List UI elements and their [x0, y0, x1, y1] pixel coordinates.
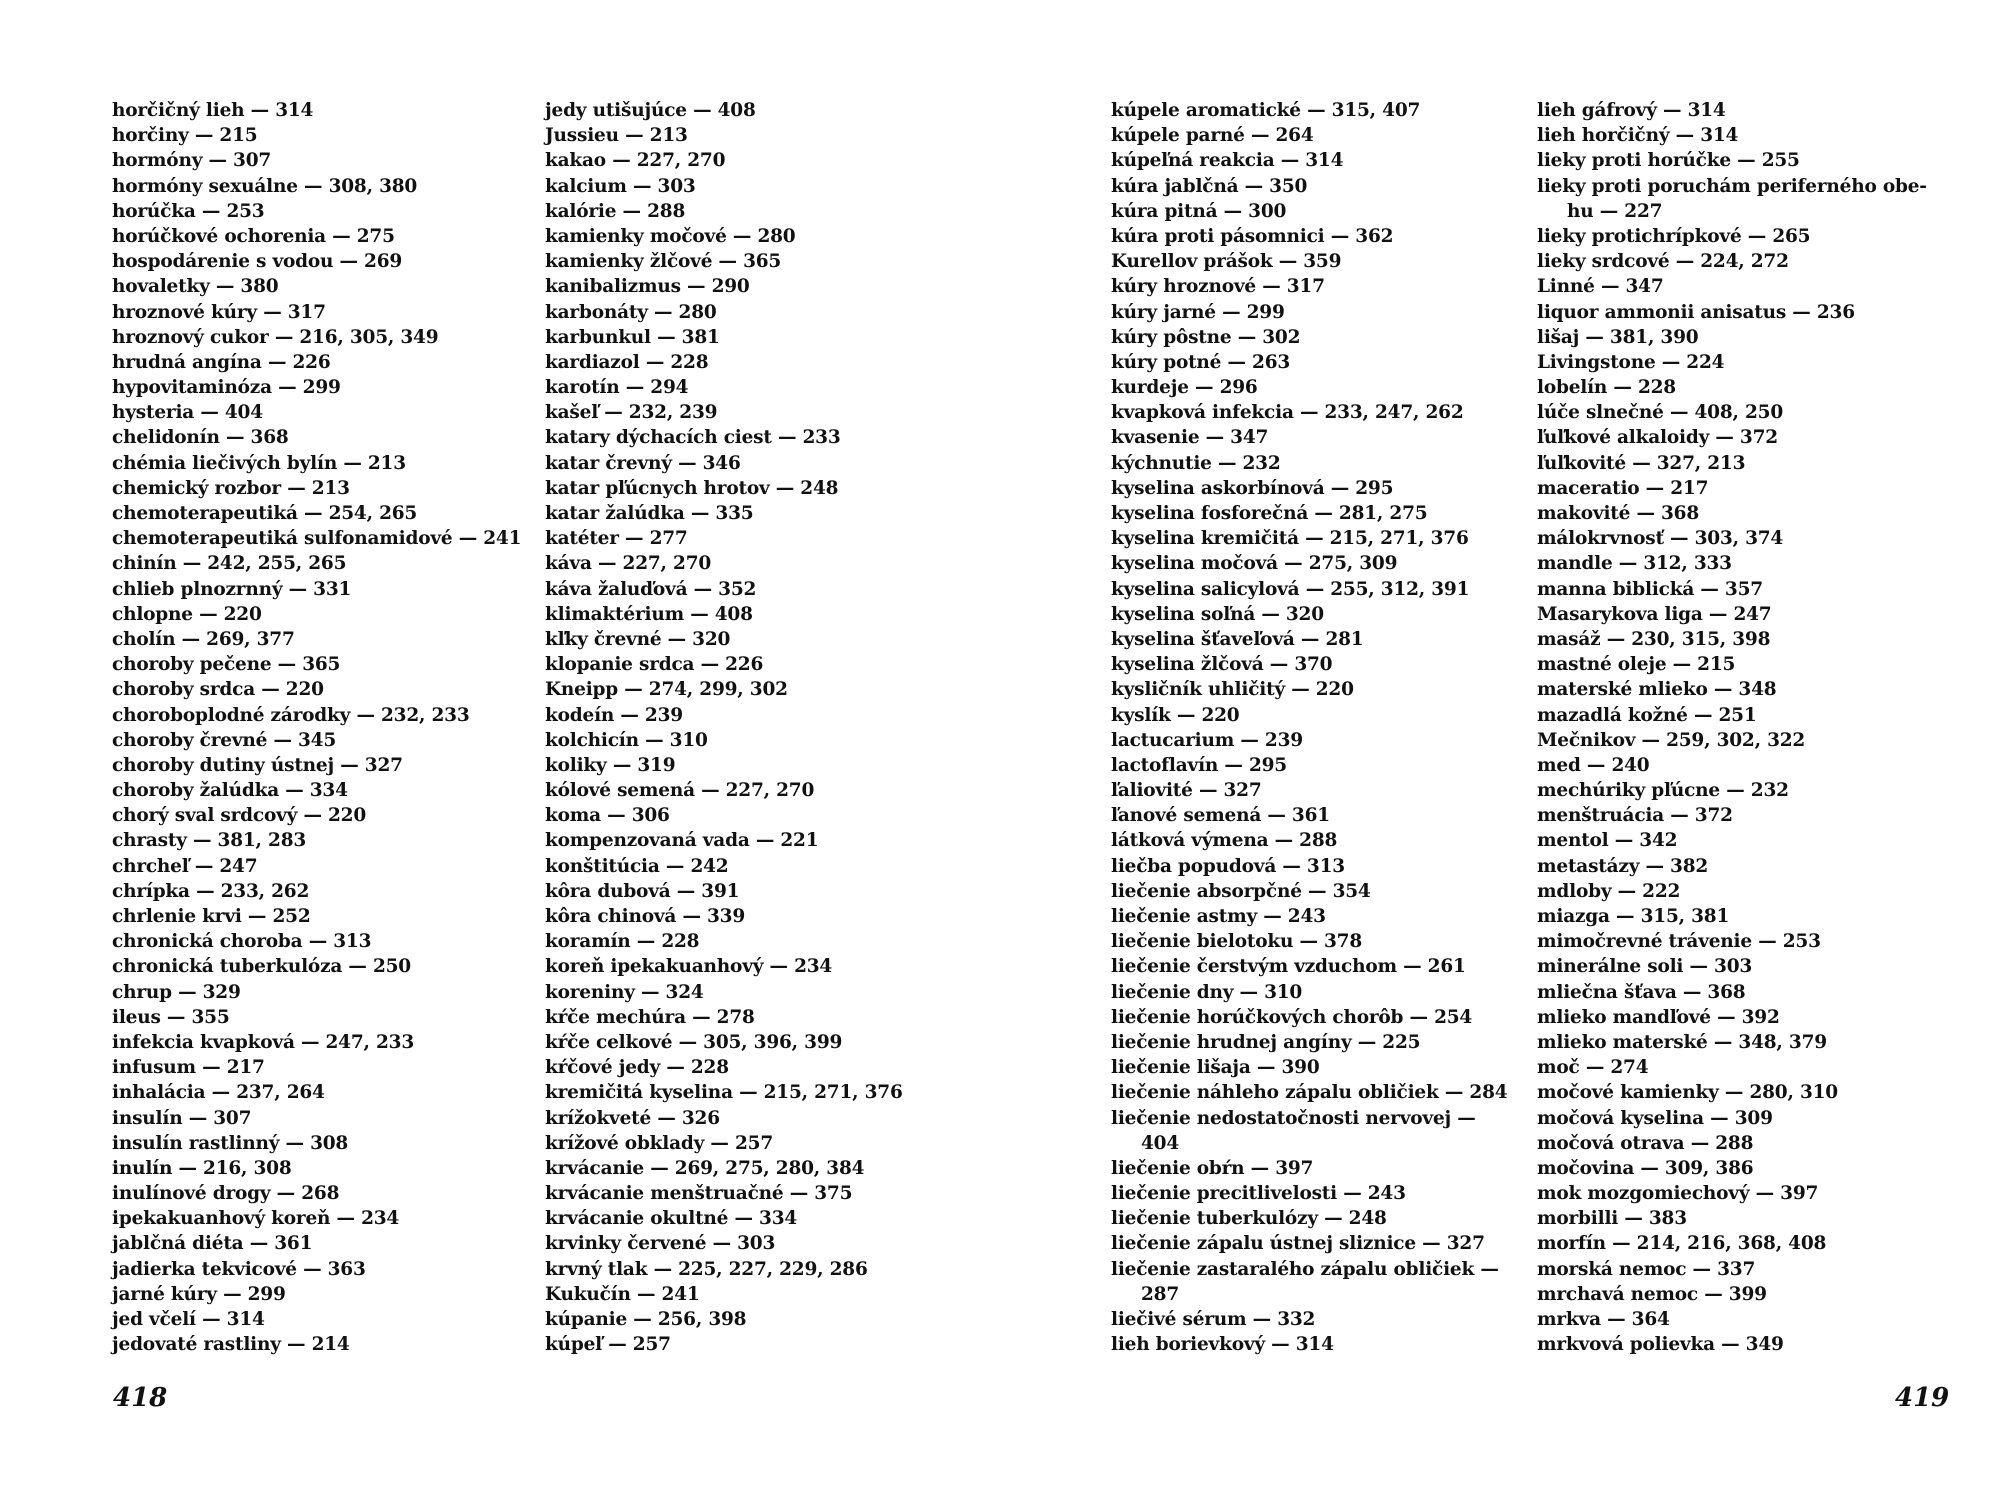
- index-entry: manna biblická — 357: [1537, 578, 1763, 600]
- index-entry: kúry pôstne — 302: [1111, 326, 1301, 348]
- index-entry: chinín — 242, 255, 265: [112, 553, 347, 575]
- index-entry: liečba popudová — 313: [1111, 855, 1345, 877]
- index-entry: kúry hroznové — 317: [1111, 276, 1325, 298]
- index-entry: kamienky žlčové — 365: [545, 251, 782, 273]
- index-entry: mrchavá nemoc — 399: [1537, 1283, 1767, 1305]
- index-entry: hysteria — 404: [112, 402, 263, 424]
- index-entry: jedy utišujúce — 408: [545, 100, 756, 121]
- index-entry: liečenie lišaja — 390: [1111, 1057, 1320, 1079]
- index-entry: kvapková infekcia — 233, 247, 262: [1111, 402, 1464, 424]
- index-entry: chlopne — 220: [112, 603, 262, 625]
- index-entry: kolchicín — 310: [545, 729, 708, 751]
- index-entry: Mečnikov — 259, 302, 322: [1537, 729, 1806, 751]
- index-entry: 404: [1141, 1132, 1180, 1154]
- index-entry: makovité — 368: [1537, 503, 1700, 524]
- index-entry: infekcia kvapková — 247, 233: [112, 1031, 415, 1053]
- index-entry: ipekakuanhový koreň — 234: [112, 1208, 400, 1230]
- index-entry: kyselina soľná — 320: [1111, 603, 1324, 625]
- index-entry: hospodárenie s vodou — 269: [112, 251, 403, 273]
- index-entry: krvácanie menštruačné — 375: [545, 1183, 853, 1205]
- index-entry: mdloby — 222: [1537, 880, 1681, 902]
- index-entry: kŕčové jedy — 228: [545, 1057, 729, 1079]
- index-entry: lobelín — 228: [1537, 377, 1676, 399]
- index-entry: lieh horčičný — 314: [1537, 125, 1739, 147]
- index-entry: ľuľkové alkaloidy — 372: [1537, 427, 1778, 449]
- index-entry: mliečna šťava — 368: [1537, 981, 1746, 1003]
- index-entry: krížokveté — 326: [545, 1107, 720, 1129]
- index-entry: liquor ammonii anisatus — 236: [1537, 301, 1855, 323]
- index-entry: kŕče celkové — 305, 396, 399: [545, 1031, 843, 1053]
- index-entry: močová kyselina — 309: [1537, 1107, 1773, 1129]
- index-entry: choroby dutiny ústnej — 327: [112, 754, 403, 776]
- index-entry: Livingstone — 224: [1537, 351, 1725, 373]
- index-entry: moč — 274: [1537, 1057, 1649, 1079]
- index-column-4: [1537, 98, 1977, 1357]
- index-entry: krvný tlak — 225, 227, 229, 286: [545, 1258, 868, 1280]
- index-entry: lišaj — 381, 390: [1537, 326, 1699, 348]
- index-entry: miazga — 315, 381: [1537, 906, 1730, 927]
- index-entry: lieh gáfrový — 314: [1537, 100, 1726, 121]
- index-entry: mimočrevné trávenie — 253: [1537, 931, 1821, 953]
- index-entry: hrudná angína — 226: [112, 351, 331, 373]
- index-entry: jadierka tekvicové — 363: [112, 1258, 366, 1280]
- index-entry: horčičný lieh — 314: [112, 100, 314, 121]
- index-entry: kašeľ — 232, 239: [545, 402, 718, 424]
- index-entry: kalcium — 303: [545, 175, 696, 197]
- index-entry: liečenie nedostatočnosti nervovej —: [1111, 1107, 1476, 1129]
- index-entry: klopanie srdca — 226: [545, 654, 764, 676]
- index-entry: med — 240: [1537, 754, 1650, 776]
- index-entry: morská nemoc — 337: [1537, 1258, 1756, 1280]
- index-entry: kyselina askorbínová — 295: [1111, 477, 1394, 499]
- index-entry: Kukučín — 241: [545, 1283, 700, 1305]
- page-number-left: 418: [113, 1383, 168, 1413]
- index-entry: mok mozgomiechový — 397: [1537, 1183, 1819, 1205]
- index-entry: chrup — 329: [112, 981, 241, 1003]
- index-entry: chrcheľ — 247: [112, 855, 258, 877]
- index-entry: málokrvnosť — 303, 374: [1537, 528, 1784, 550]
- index-entry: kôra dubová — 391: [545, 880, 740, 902]
- index-entry: kôra chinová — 339: [545, 906, 745, 927]
- index-entry: liečenie hrudnej angíny — 225: [1111, 1031, 1421, 1053]
- index-entry: hroznový cukor — 216, 305, 349: [112, 326, 439, 348]
- index-entry: lúče slnečné — 408, 250: [1537, 402, 1783, 424]
- index-entry: lactucarium — 239: [1111, 729, 1303, 751]
- index-entry: koliky — 319: [545, 754, 676, 776]
- index-entry: kúra proti pásomnici — 362: [1111, 225, 1394, 247]
- index-entry: inulínové drogy — 268: [112, 1183, 340, 1205]
- index-entry: horčiny — 215: [112, 125, 258, 147]
- index-entry: horúčkové ochorenia — 275: [112, 225, 395, 247]
- index-entry: lieky protichrípkové — 265: [1537, 225, 1811, 247]
- index-entry: hormóny sexuálne — 308, 380: [112, 175, 418, 197]
- index-entry: ľuľkovité — 327, 213: [1537, 452, 1746, 474]
- index-entry: kyslík — 220: [1111, 704, 1240, 726]
- index-entry: liečenie horúčkových chorôb — 254: [1111, 1006, 1473, 1028]
- index-entry: infusum — 217: [112, 1057, 265, 1079]
- index-entry: katary dýchacích ciest — 233: [545, 427, 841, 449]
- index-entry: látková výmena — 288: [1111, 830, 1338, 852]
- index-entry: kúpeľ — 257: [545, 1334, 671, 1356]
- index-entry: menštruácia — 372: [1537, 805, 1733, 827]
- index-entry: metastázy — 382: [1537, 855, 1709, 877]
- index-entry: insulín rastlinný — 308: [112, 1132, 349, 1154]
- index-entry: kúpanie — 256, 398: [545, 1309, 747, 1330]
- index-entry: chronická tuberkulóza — 250: [112, 956, 411, 978]
- index-entry: kúpeľná reakcia — 314: [1111, 150, 1344, 172]
- index-entry: káva — 227, 270: [545, 553, 712, 575]
- index-entry: liečenie zastaralého zápalu obličiek —: [1111, 1258, 1499, 1280]
- index-entry: lieky proti horúčke — 255: [1537, 150, 1800, 172]
- index-entry: koreň ipekakuanhový — 234: [545, 956, 833, 978]
- index-entry: jablčná diéta — 361: [112, 1233, 313, 1255]
- index-entry: choroby črevné — 345: [112, 729, 337, 751]
- index-entry: cholín — 269, 377: [112, 628, 295, 650]
- index-entry: jedovaté rastliny — 214: [112, 1334, 350, 1356]
- index-entry: jarné kúry — 299: [112, 1283, 286, 1305]
- index-entry: chémia liečivých bylín — 213: [112, 452, 406, 474]
- index-entry: chemický rozbor — 213: [112, 477, 350, 499]
- index-entry: choroby žalúdka — 334: [112, 780, 348, 802]
- index-entry: hypovitaminóza — 299: [112, 377, 341, 399]
- index-entry: koma — 306: [545, 805, 670, 827]
- index-entry: karbunkul — 381: [545, 326, 720, 348]
- index-entry: katéter — 277: [545, 528, 688, 550]
- index-entry: krvácanie okultné — 334: [545, 1208, 798, 1230]
- index-entry: kamienky močové — 280: [545, 225, 796, 247]
- index-entry: liečenie zápalu ústnej sliznice — 327: [1111, 1233, 1485, 1255]
- index-entry: lactoflavín — 295: [1111, 754, 1287, 776]
- index-entry: kurdeje — 296: [1111, 377, 1258, 399]
- index-entry: kúry jarné — 299: [1111, 301, 1285, 323]
- index-entry: chrlenie krvi — 252: [112, 906, 311, 927]
- index-entry: kúry potné — 263: [1111, 351, 1291, 373]
- index-entry: jed včelí — 314: [112, 1309, 265, 1330]
- index-entry: konštitúcia — 242: [545, 855, 729, 877]
- index-entry: kýchnutie — 232: [1111, 452, 1281, 474]
- index-entry: insulín — 307: [112, 1107, 252, 1129]
- index-entry: lieh borievkový — 314: [1111, 1334, 1334, 1356]
- index-entry: kúpele parné — 264: [1111, 125, 1314, 147]
- index-entry: katar žalúdka — 335: [545, 503, 754, 524]
- index-entry: kyselina kremičitá — 215, 271, 376: [1111, 528, 1469, 550]
- index-entry: chorý sval srdcový — 220: [112, 805, 367, 827]
- index-entry: kŕče mechúra — 278: [545, 1006, 755, 1028]
- index-entry: masáž — 230, 315, 398: [1537, 628, 1771, 650]
- index-entry: kúpele aromatické — 315, 407: [1111, 100, 1421, 121]
- index-entry: kakao — 227, 270: [545, 150, 726, 172]
- index-entry: ileus — 355: [112, 1006, 230, 1028]
- index-entry: kremičitá kyselina — 215, 271, 376: [545, 1082, 903, 1104]
- index-entry: morbilli — 383: [1537, 1208, 1687, 1230]
- index-entry: liečenie astmy — 243: [1111, 906, 1326, 927]
- index-entry: liečenie absorpčné — 354: [1111, 880, 1371, 902]
- index-entry: liečenie bielotoku — 378: [1111, 931, 1363, 953]
- index-entry: liečenie dny — 310: [1111, 981, 1303, 1003]
- index-entry: močové kamienky — 280, 310: [1537, 1082, 1838, 1104]
- index-entry: klimaktérium — 408: [545, 603, 753, 625]
- index-entry: krvinky červené — 303: [545, 1233, 776, 1255]
- index-entry: kúra jablčná — 350: [1111, 175, 1308, 197]
- index-entry: materské mlieko — 348: [1537, 679, 1777, 701]
- index-entry: morfín — 214, 216, 368, 408: [1537, 1233, 1827, 1255]
- index-entry: mastné oleje — 215: [1537, 654, 1736, 676]
- index-entry: kyselina salicylová — 255, 312, 391: [1111, 578, 1470, 600]
- index-entry: kúra pitná — 300: [1111, 200, 1287, 222]
- index-entry: inulín — 216, 308: [112, 1157, 292, 1179]
- index-entry: chlieb plnozrnný — 331: [112, 578, 352, 600]
- index-entry: kólové semená — 227, 270: [545, 780, 815, 802]
- index-entry: kardiazol — 228: [545, 351, 709, 373]
- index-entry: chelidonín — 368: [112, 427, 289, 449]
- index-entry: kvasenie — 347: [1111, 427, 1269, 449]
- index-entry: koreniny — 324: [545, 981, 704, 1003]
- index-column-1: [112, 98, 532, 1357]
- index-entry: kyselina šťaveľová — 281: [1111, 628, 1364, 650]
- index-entry: káva žaluďová — 352: [545, 578, 757, 600]
- index-entry: kanibalizmus — 290: [545, 276, 750, 298]
- index-entry: karbonáty — 280: [545, 301, 717, 323]
- index-entry: mlieko mandľové — 392: [1537, 1006, 1780, 1028]
- index-entry: Kurellov prášok — 359: [1111, 251, 1342, 273]
- index-entry: chemoterapeutiká sulfonamidové — 241: [112, 528, 522, 550]
- index-entry: ľanové semená — 361: [1111, 805, 1330, 827]
- index-entry: mlieko materské — 348, 379: [1537, 1031, 1827, 1053]
- index-entry: chronická choroba — 313: [112, 931, 372, 953]
- index-entry: ľaliovité — 327: [1111, 780, 1262, 802]
- index-entry: krvácanie — 269, 275, 280, 384: [545, 1157, 865, 1179]
- index-entry: mazadlá kožné — 251: [1537, 704, 1757, 726]
- index-entry: katar pľúcnych hrotov — 248: [545, 477, 839, 499]
- index-entry: mrkvová polievka — 349: [1537, 1334, 1784, 1356]
- index-entry: mrkva — 364: [1537, 1309, 1670, 1330]
- page-number-right: 419: [1895, 1383, 1950, 1413]
- index-entry: 287: [1141, 1283, 1180, 1305]
- index-entry: liečenie čerstvým vzduchom — 261: [1111, 956, 1466, 978]
- index-entry: mandle — 312, 333: [1537, 553, 1732, 575]
- index-column-3: [1111, 98, 1531, 1357]
- index-entry: katar črevný — 346: [545, 452, 741, 474]
- index-entry: liečenie precitlivelosti — 243: [1111, 1183, 1406, 1205]
- index-entry: chrasty — 381, 283: [112, 830, 307, 852]
- index-entry: choroby srdca — 220: [112, 679, 324, 701]
- index-entry: chemoterapeutiká — 254, 265: [112, 503, 418, 524]
- index-entry: karotín — 294: [545, 377, 689, 399]
- index-entry: kyselina močová — 275, 309: [1111, 553, 1398, 575]
- index-entry: koramín — 228: [545, 931, 700, 953]
- index-entry: Masarykova liga — 247: [1537, 603, 1772, 625]
- index-entry: mechúriky pľúcne — 232: [1537, 780, 1789, 802]
- index-entry: minerálne soli — 303: [1537, 956, 1753, 978]
- index-entry: močovina — 309, 386: [1537, 1157, 1754, 1179]
- index-entry: lieky srdcové — 224, 272: [1537, 251, 1789, 273]
- index-entry: lieky proti poruchám periferného obe-: [1537, 175, 1927, 197]
- index-entry: Jussieu — 213: [545, 125, 688, 147]
- index-entry: kompenzovaná vada — 221: [545, 830, 819, 852]
- index-entry: Linné — 347: [1537, 276, 1664, 298]
- index-entry: hovaletky — 380: [112, 276, 279, 298]
- index-entry: liečenie náhleho zápalu obličiek — 284: [1111, 1082, 1508, 1104]
- index-entry: liečenie obŕn — 397: [1111, 1157, 1314, 1179]
- index-entry: choroboplodné zárodky — 232, 233: [112, 704, 470, 726]
- index-entry: inhalácia — 237, 264: [112, 1082, 325, 1104]
- index-entry: Kneipp — 274, 299, 302: [545, 679, 788, 701]
- index-entry: močová otrava — 288: [1537, 1132, 1754, 1154]
- index-entry: kodeín — 239: [545, 704, 683, 726]
- index-entry: liečivé sérum — 332: [1111, 1309, 1316, 1330]
- index-entry: kyselina fosforečná — 281, 275: [1111, 503, 1428, 524]
- index-entry: krížové obklady — 257: [545, 1132, 773, 1154]
- index-entry: hormóny — 307: [112, 150, 272, 172]
- index-entry: kyselina žlčová — 370: [1111, 654, 1333, 676]
- index-entry: kalórie — 288: [545, 200, 686, 222]
- index-entry: liečenie tuberkulózy — 248: [1111, 1208, 1387, 1230]
- index-entry: choroby pečene — 365: [112, 654, 341, 676]
- index-entry: horúčka — 253: [112, 200, 265, 222]
- index-entry: mentol — 342: [1537, 830, 1678, 852]
- index-entry: kľky črevné — 320: [545, 628, 731, 650]
- index-entry: hu — 227: [1567, 200, 1663, 222]
- index-entry: hroznové kúry — 317: [112, 301, 326, 323]
- index-column-2: [545, 98, 965, 1357]
- index-entry: chrípka — 233, 262: [112, 880, 310, 902]
- index-entry: kysličník uhličitý — 220: [1111, 679, 1354, 701]
- index-entry: maceratio — 217: [1537, 477, 1709, 499]
